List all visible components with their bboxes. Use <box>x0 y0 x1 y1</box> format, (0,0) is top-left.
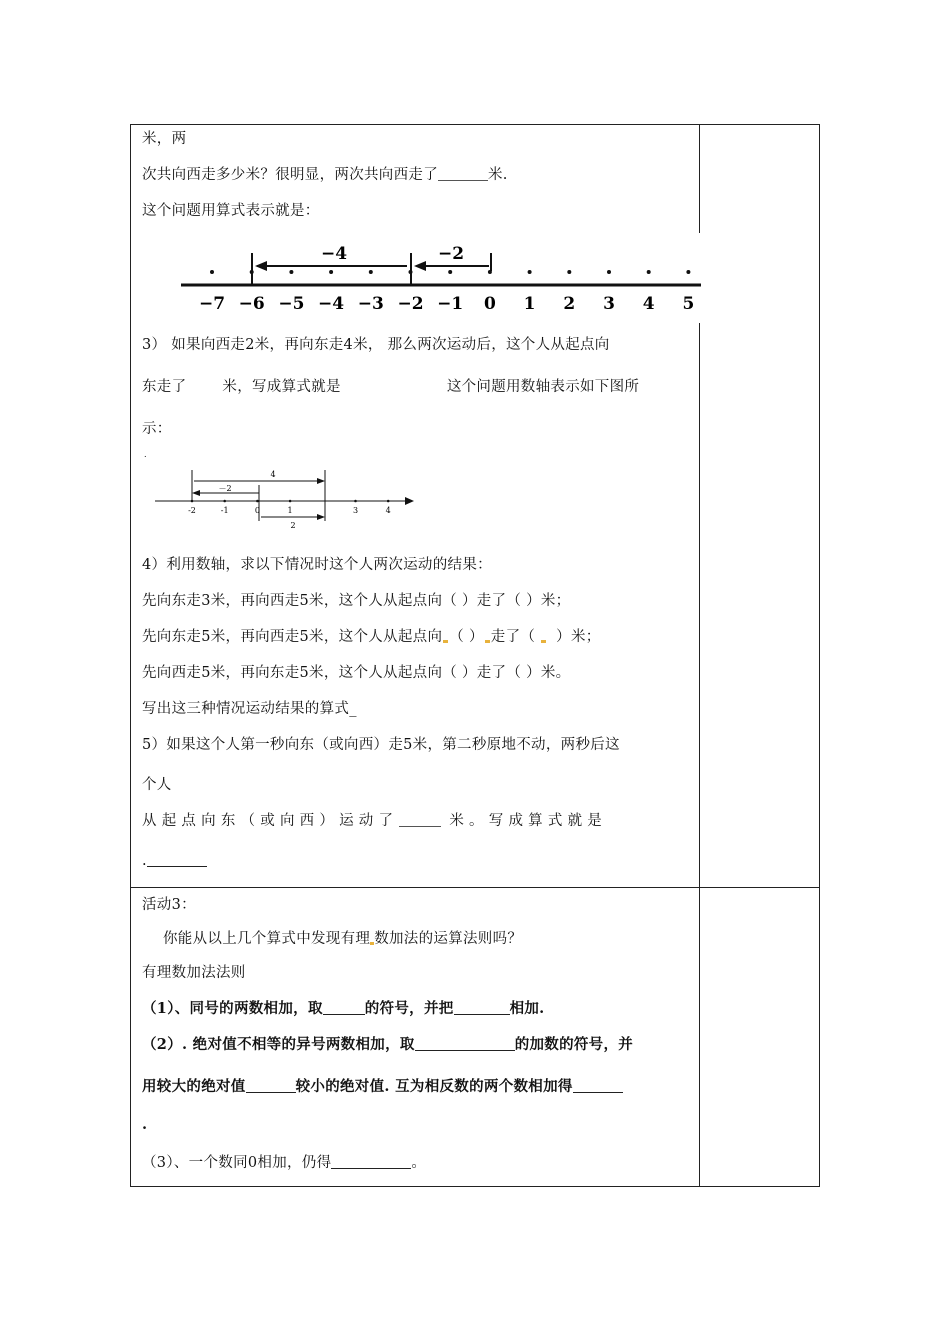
rule-2-line-2 <box>142 1077 623 1097</box>
axis1-tick-label: 2 <box>563 294 576 314</box>
axis1-arrow-big-label: −4 <box>320 244 348 264</box>
axis1-tick-dot <box>329 270 333 274</box>
rule-2-d: 较小的绝对值. 互为相反数的两个数相加得 <box>295 1078 573 1095</box>
activity-question-b: 数加法的运算法则吗？ <box>374 931 523 947</box>
blank-rule2-opposite[interactable] <box>573 1078 623 1093</box>
activity-question-a: 你能从以上几个算式中发现有理 <box>163 931 371 947</box>
axis1-tick-label: 4 <box>642 294 655 314</box>
q5-line-4 <box>142 851 207 871</box>
axis1-tick-dot <box>567 270 571 274</box>
axis1-tick-label: −4 <box>318 294 345 314</box>
axis1-tick-dot <box>647 270 651 274</box>
highlight-mark <box>541 640 546 643</box>
rules-title: 有理数加法法则 <box>142 965 246 981</box>
blank-rule2-op[interactable] <box>246 1078 296 1093</box>
rule-2-a: （2）. 绝对值不相等的异号两数相加，取 <box>142 1036 415 1053</box>
rule-2-line-3: . <box>142 1116 148 1133</box>
axis1-arrow-big-head <box>255 261 267 271</box>
text-line-1: 米，两 <box>142 131 187 147</box>
axis2-tick-label: -1 <box>220 506 229 515</box>
axis1-tick-dot <box>409 270 413 274</box>
axis1-tick-label: 0 <box>483 294 496 314</box>
rule-2-b: 的加数的符号，并 <box>514 1036 634 1053</box>
axis2-tick-dot <box>256 500 259 503</box>
rule-2-line-1 <box>142 1035 633 1055</box>
axis1-tick-dot <box>210 270 214 274</box>
q4-case-b <box>142 627 601 647</box>
axis2-tick-label: 1 <box>287 506 293 515</box>
axis1-tick-dot <box>289 270 293 274</box>
rule-1-c: 相加. <box>509 1000 545 1017</box>
blank-total-west[interactable] <box>438 166 488 181</box>
q4-case-a: 先向东走3米，再向西走5米，这个人从起点向（ ）走了（ ）米； <box>142 593 571 609</box>
blank-q5-distance[interactable] <box>399 812 441 827</box>
axis1-tick-dot <box>448 270 452 274</box>
number-line-1 <box>171 237 711 317</box>
axis2-bottom-label: 2 <box>290 521 296 530</box>
q3-line-1: 3） 如果向西走2米，再向东走4米， 那么两次运动后，这个人从起点向 <box>142 337 610 353</box>
activity-question <box>163 929 522 949</box>
axis2-tick-dot <box>387 500 390 503</box>
q4-case-b-2: （ ） <box>449 629 484 645</box>
rule-2-c: 用较大的绝对值 <box>142 1078 246 1095</box>
rule-1 <box>142 999 545 1019</box>
axis2-tick-label: -2 <box>188 506 196 515</box>
text-line-2-post: 米. <box>488 167 508 183</box>
q3-line-2c: 这个问题用数轴表示如下图所 <box>446 379 640 395</box>
q3-line-2a: 东走了 <box>142 379 187 395</box>
blank-rule3[interactable] <box>331 1154 411 1169</box>
axis1-tick-dot <box>488 270 492 274</box>
text-line-2 <box>142 165 508 185</box>
text-line-2-pre: 次共向西走多少米？很明显，两次共向西走了 <box>142 167 438 183</box>
axis1-tick-label: 1 <box>523 294 536 314</box>
axis2-tick-dot <box>289 500 292 503</box>
q5-line-3-pre: 从 起 点 向 东 （ 或 向 西 ） 运 动 了 <box>142 813 394 829</box>
q4-case-c: 先向西走5米，再向东走5米，这个人从起点向（ ）走了（ ）米。 <box>142 665 571 681</box>
axis2-tick-label: 4 <box>385 506 391 515</box>
axis1-tick-dot <box>528 270 532 274</box>
axis2-arrowhead <box>405 497 414 505</box>
axis1-arrow-small-head <box>414 261 426 271</box>
column-divider-bottom <box>699 323 700 1187</box>
q4-case-b-3: 走了（ <box>490 629 536 645</box>
axis2-tick-label: 3 <box>352 506 359 515</box>
rule-3-b: 。 <box>411 1155 427 1171</box>
axis1-arrow-small-label: −2 <box>437 244 465 264</box>
axis2-tick-dot <box>354 500 357 503</box>
column-divider-top <box>699 125 700 233</box>
blank-rule1-values[interactable] <box>454 1000 510 1015</box>
rule-3-a: （3）、一个数同0相加，仍得 <box>142 1155 332 1171</box>
q3-line-2 <box>142 377 639 397</box>
axis2-mid-label: －2 <box>218 484 232 493</box>
axis1-tick-label: 5 <box>682 294 695 314</box>
q3-line-2b: 米，写成算式就是 <box>222 379 341 395</box>
axis2-tick-dot <box>191 500 194 503</box>
text-line-3: 这个问题用算式表示就是： <box>142 203 320 219</box>
axis1-tick-dot <box>686 270 690 274</box>
axis1-tick-label: −3 <box>357 294 384 314</box>
blank-rule2-larger[interactable] <box>415 1036 515 1051</box>
axis1-tick-dot <box>607 270 611 274</box>
rule-3 <box>142 1153 426 1173</box>
q4-case-b-1: 先向东走5米，再向西走5米，这个人从起点向 <box>142 629 443 645</box>
axis1-tick-label: −7 <box>198 294 226 314</box>
highlight-mark <box>485 640 490 643</box>
rule-1-b: 的符号，并把 <box>364 1000 454 1017</box>
q5-line-3-post: 米 。 写 成 算 式 就 是 <box>449 813 603 829</box>
axis2-tick-label: 0 <box>254 506 260 515</box>
number-line-2 <box>144 450 421 531</box>
axis1-tick-dot <box>250 270 254 274</box>
q3-line-3: 示： <box>142 421 172 437</box>
blank-q5-formula[interactable] <box>147 852 207 867</box>
q4-title: 4）利用数轴，求以下情况时这个人两次运动的结果： <box>142 557 492 573</box>
svg-text:.: . <box>144 450 147 459</box>
highlight-mark <box>443 640 448 643</box>
q5-line-4-dot: . <box>142 853 147 869</box>
axis1-tick-label: −6 <box>238 294 265 314</box>
axis1-tick-label: −1 <box>437 294 464 314</box>
q4-write: 写出这三种情况运动结果的算式_ <box>142 701 357 717</box>
rule-1-a: （1）、同号的两数相加，取 <box>142 1000 323 1017</box>
q5-line-1: 5）如果这个人第一秒向东（或向西）走5米，第二秒原地不动，两秒后这 <box>142 737 620 753</box>
q4-case-b-4: ）米； <box>556 629 601 645</box>
axis1-tick-label: −5 <box>278 294 305 314</box>
activity-title: 活动3： <box>142 897 196 913</box>
axis1-tick-label: 3 <box>603 294 615 314</box>
worksheet-table <box>130 124 820 1187</box>
row-divider <box>131 887 819 888</box>
axis1-tick-dot <box>369 270 373 274</box>
axis2-top-label: 4 <box>270 470 276 479</box>
q5-line-2: 个人 <box>142 777 172 793</box>
axis1-tick-label: −2 <box>397 294 424 314</box>
blank-rule1-sign[interactable] <box>323 1000 365 1015</box>
axis2-tick-dot <box>223 500 226 503</box>
q5-line-3 <box>142 811 602 831</box>
